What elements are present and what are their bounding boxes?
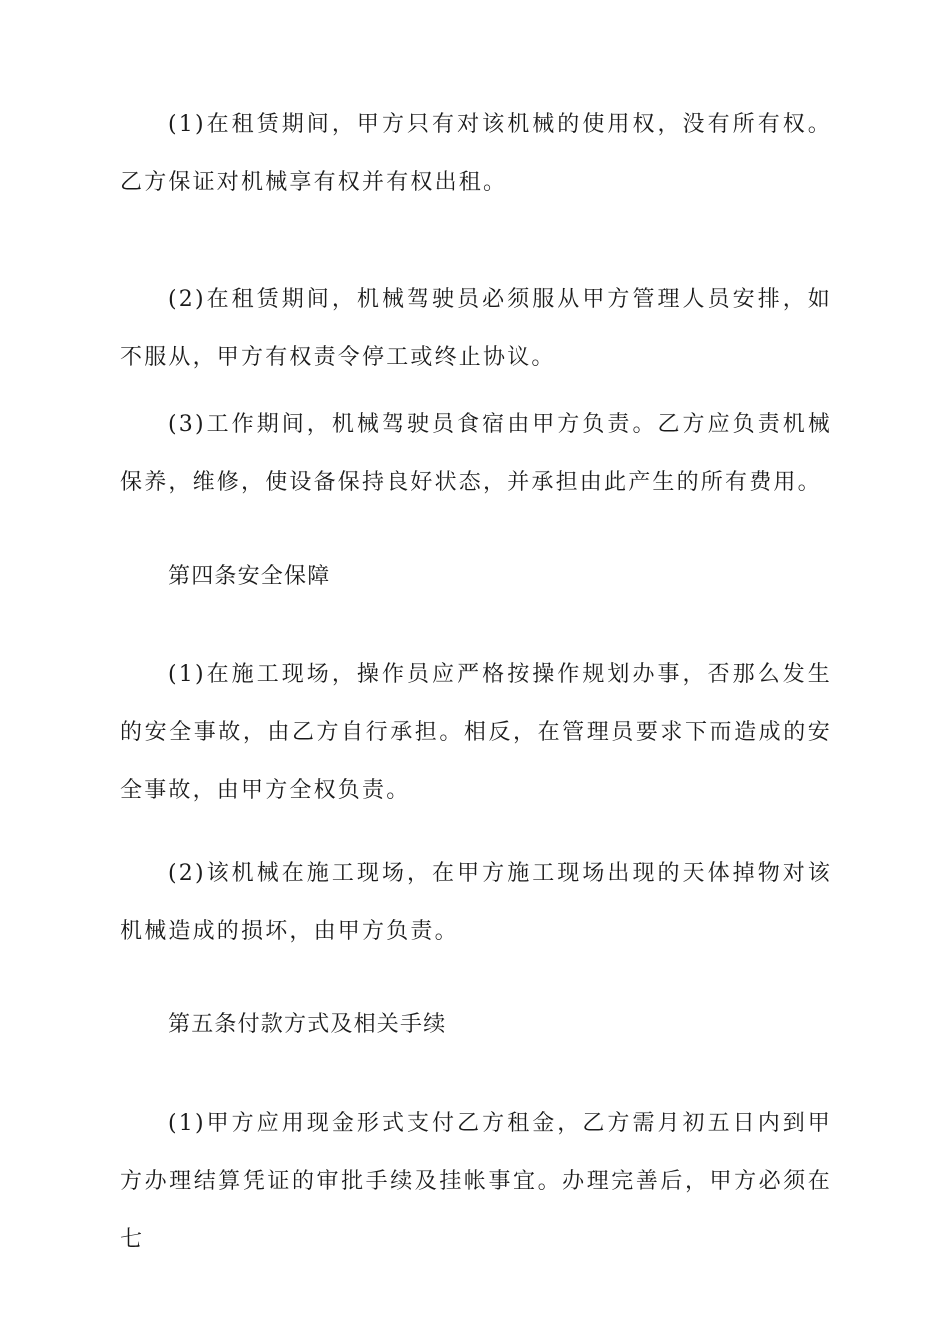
section-heading-article-4: 第四条安全保障 <box>168 564 331 589</box>
paragraph-5-1: (1)甲方应用现金形式支付乙方租金，乙方需月初五日内到甲方办理结算凭证的审批手续及挂帐事宜。办理完善后，甲方必须在七 <box>120 1111 832 1252</box>
section-heading-article-5: 第五条付款方式及相关手续 <box>168 1012 447 1037</box>
paragraph-3-3: (3)工作期间，机械驾驶员食宿由甲方负责。乙方应负责机械保养，维修，使设备保持良好状态，并承担由此产生的所有费用。 <box>120 412 832 495</box>
paragraph-3-1: (1)在租赁期间，甲方只有对该机械的使用权，没有所有权。乙方保证对机械享有权并有权出租。 <box>120 112 832 195</box>
paragraph-4-1: (1)在施工现场，操作员应严格按操作规划办事，否那么发生的安全事故，由乙方自行承担。相反，在管理员要求下而造成的安全事故，由甲方全权负责。 <box>120 662 832 803</box>
paragraph-3-2: (2)在租赁期间，机械驾驶员必须服从甲方管理人员安排，如不服从，甲方有权责令停工或终止协议。 <box>120 287 832 370</box>
paragraph-4-2: (2)该机械在施工现场，在甲方施工现场出现的天体掉物对该机械造成的损坏，由甲方负责。 <box>120 861 832 944</box>
